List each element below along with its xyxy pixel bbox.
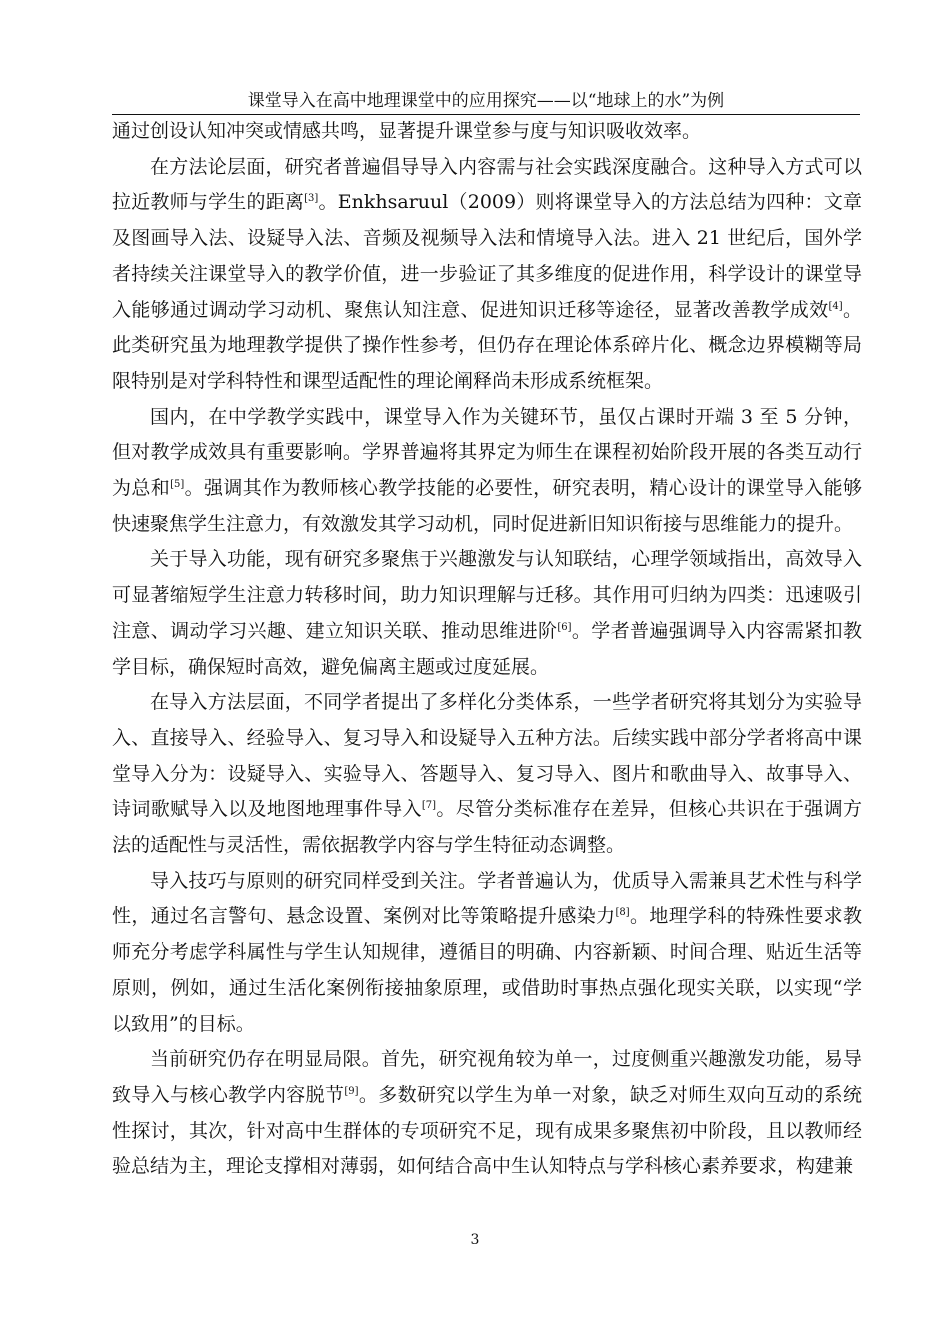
paragraph-text: 。此类研究虽为地理教学提供了操作性参考，但仍存在理论体系碎片化、概念边界模糊等局限特别是对学科特性和课型适配性的理论阐释尚未形成系统框架。: [112, 298, 862, 392]
paragraph-text: 。学者普遍强调导入内容需紧扣教学目标，确保短时高效，避免偏离主题或过度延展。: [112, 619, 862, 678]
paragraph: [112, 150, 862, 400]
paragraph-text: 。Enkhsaruul（2009）则将课堂导入的方法总结为四种：文章及图画导入法、设疑导入法、音频及视频导入法和情境导入法。进入 21 世纪后，国外学者持续关注课堂导入的教学价值，进一步验证了其多维度的促进作用，科学设计的课堂导入能够通过调动学习动机、聚焦认知注意、促进知识迁移等途径，显著改善教学成效: [112, 191, 862, 321]
paragraph: [112, 1042, 862, 1185]
body-text: [112, 114, 862, 1185]
citation-marker: [6]: [557, 621, 572, 633]
citation-marker: [8]: [615, 907, 630, 919]
paragraph-text: 在方法论层面，研究者普遍倡导导入内容需与社会实践深度融合。这种导入方式可以拉近教师与学生的距离: [112, 155, 862, 214]
paragraph-text: 。地理学科的特殊性要求教师充分考虑学科属性与学生认知规律，遵循目的明确、内容新颖、时间合理、贴近生活等原则，例如，通过生活化案例衔接抽象原理，或借助时事热点强化现实关联，以实现“学以致用”的目标。: [112, 905, 862, 1035]
paragraph-text: 通过创设认知冲突或情感共鸣，显著提升课堂参与度与知识吸收效率。: [112, 120, 702, 142]
paragraph: [112, 542, 862, 685]
running-header-title: 课堂导入在高中地理课堂中的应用探究——以“地球上的水”为例: [247, 91, 725, 111]
citation-marker: [9]: [344, 1085, 359, 1097]
paragraph-text: 关于导入功能，现有研究多聚焦于兴趣激发与认知联结，心理学领域指出，高效导入可显著缩短学生注意力转移时间，助力知识理解与迁移。其作用可归纳为四类：迅速吸引注意、调动学习兴趣、建立知识关联、推动思维进阶: [112, 548, 862, 642]
paragraph-text: 导入技巧与原则的研究同样受到关注。学者普遍认为，优质导入需兼具艺术性与科学性，通过名言警句、悬念设置、案例对比等策略提升感染力: [112, 869, 862, 928]
paragraph: [112, 864, 862, 1043]
paragraph: [112, 685, 862, 864]
paragraph-text: 。尽管分类标准存在差异，但核心共识在于强调方法的适配性与灵活性，需依据教学内容与学生特征动态调整。: [112, 798, 862, 857]
paragraph: [112, 114, 862, 150]
paragraph-text: 。强调其作为教师核心教学技能的必要性，研究表明，精心设计的课堂导入能够快速聚焦学生注意力，有效激发其学习动机，同时促进新旧知识衔接与思维能力的提升。: [112, 477, 862, 535]
paragraph: [112, 400, 862, 543]
paragraph-text: 当前研究仍存在明显局限。首先，研究视角较为单一，过度侧重兴趣激发功能，易导致导入与核心教学内容脱节: [112, 1048, 862, 1106]
citation-marker: [3]: [304, 193, 319, 205]
page-number: 3: [470, 1232, 480, 1248]
citation-marker: [7]: [421, 800, 436, 812]
paragraph-text: 。多数研究以学生为单一对象，缺乏对师生双向互动的系统性探讨，其次，针对高中生群体的专项研究不足，现有成果多聚焦初中阶段，且以教师经验总结为主，理论支撑相对薄弱，如何结合高中生认知特点与学科核心素养要求，构建兼: [112, 1083, 862, 1178]
paragraph-text: 在导入方法层面，不同学者提出了多样化分类体系，一些学者研究将其划分为实验导入、直接导入、经验导入、复习导入和设疑导入五种方法。后续实践中部分学者将高中课堂导入分为：设疑导入、实验导入、答题导入、复习导入、图片和歌曲导入、故事导入、诗词歌赋导入以及地图地理事件导入: [112, 691, 862, 821]
citation-marker: [5]: [170, 479, 185, 491]
paragraph-text: 国内，在中学教学实践中，课堂导入作为关键环节，虽仅占课时开端 3 至 5 分钟，但对教学成效具有重要影响。学界普遍将其界定为师生在课程初始阶段开展的各类互动行为总和: [112, 405, 862, 500]
citation-marker: [4]: [828, 300, 843, 312]
